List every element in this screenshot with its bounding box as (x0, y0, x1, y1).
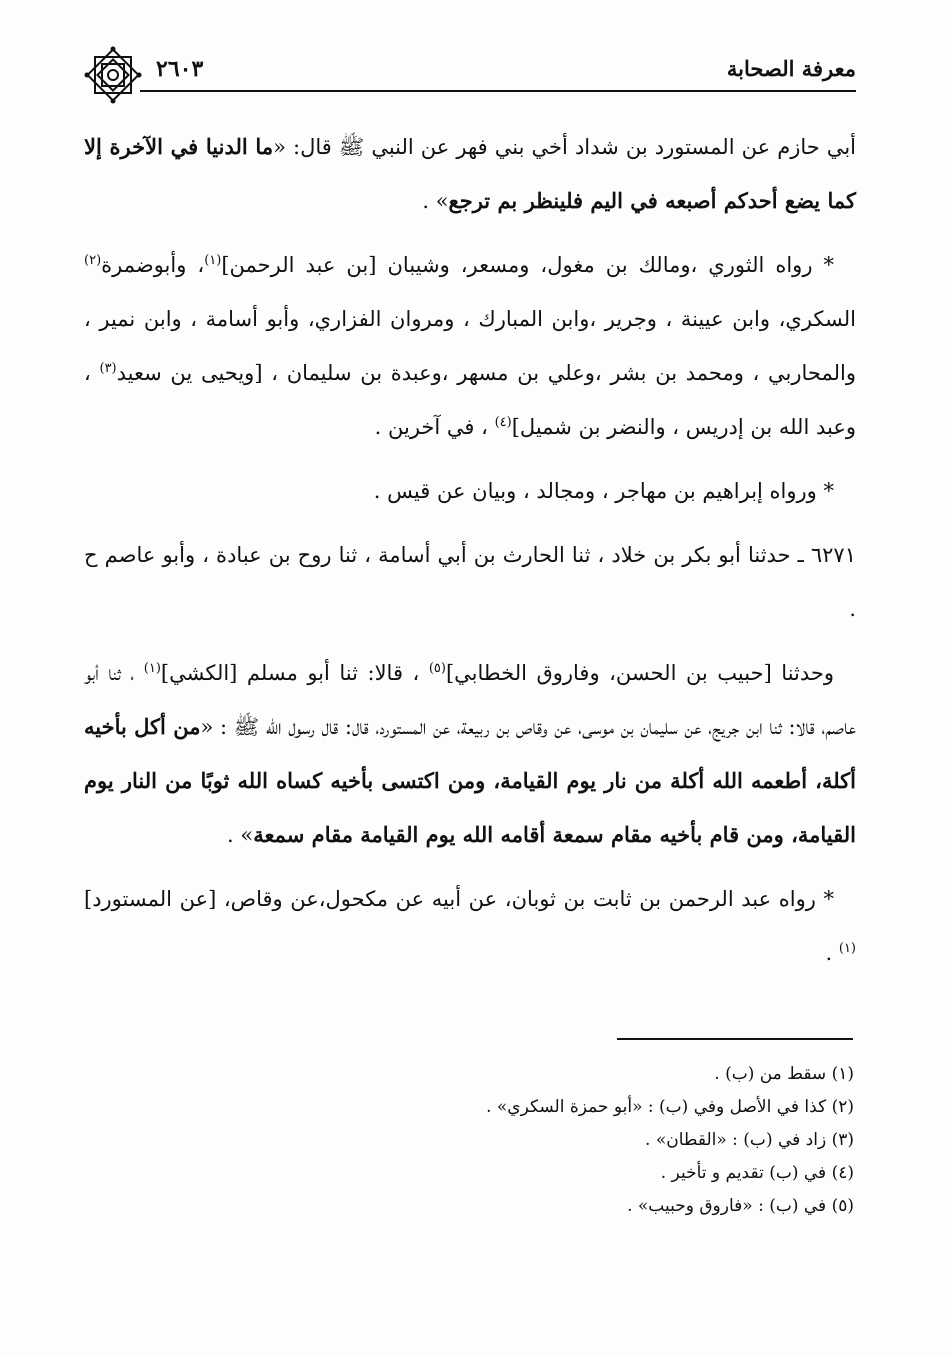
main-text (84, 120, 856, 990)
running-title: معرفة الصحابة (726, 56, 856, 81)
paragraph-hadith-1: أبي حازم عن المستورد بن شداد أخي بني فهر عن النبي ﷺ قال: «ما الدنيا في الآخرة إلا كما يضع أحدكم أصبعه في اليم فلينظر بم ترجع» . (84, 134, 856, 213)
hadith-text: من أكل بأخيه أكلة، أطعمه الله أكلة من نار يوم القيامة، ومن اكتسى بأخيه كساه الله ثوبًا من النار يوم القيامة، ومن قام بأخيه مقام سمعة أقامه الله يوم القيامة مقام سمعة (84, 714, 856, 847)
footnote: (٥) في (ب) : «فاروق وحبيب» . (627, 1196, 854, 1216)
footnote: (١) سقط من (ب) . (714, 1064, 854, 1084)
footnote: (٤) في (ب) تقديم و تأخير . (660, 1163, 854, 1183)
footnote: (٢) كذا في الأصل وفي (ب) : «أبو حمزة السكري» . (486, 1097, 854, 1117)
footnote-divider (617, 1038, 853, 1040)
paragraph-narrators: * رواه الثوري ،ومالك بن مغول، ومسعر، وشيبان [بن عبد الرحمن]$^{(١)}$، وأبوضمرة$^{(٢)}$ السكري، وابن عيينة ، وجرير ،وابن المبارك ، ومروان الفزاري، وأبو أسامة ، وابن نمير ، والمحاربي ، ومحمد بن بشر ،وعلي بن مسهر ،وعبدة بن سليمان ، [ويحيى ين سعيد$^{(٣)}$ ، وعبد الله بن إدريس ، والنضر بن شميل]$^{(٤)}$ ، في آخرين . (84, 253, 856, 439)
paragraph-other-narrators: * ورواه إبراهيم بن مهاجر ، ومجالد ، وبيان عن قيس . (373, 479, 834, 503)
paragraph-hadith-number: ٦٢٧١ ـ حدثنا أبو بكر بن خلاد ، ثنا الحارث بن أبي أسامة ، ثنا روح بن عبادة ، وأبو عاصم ح . (84, 543, 856, 621)
footnote-ref: (١) (204, 253, 222, 268)
footnote-ref: (١) (143, 661, 161, 676)
paragraph-narration-note: * رواه عبد الرحمن بن ثابت بن ثوبان، عن أبيه عن مكحول،عن وقاص، [عن المستورد]$^{(١)}$ . (84, 887, 856, 965)
footnote-ref: (٢) (84, 253, 102, 268)
footnotes (194, 1058, 854, 1223)
page-header (82, 44, 856, 104)
footnote-ref: (١) (838, 941, 856, 956)
footnote-ref: (٣) (99, 361, 117, 376)
page-number: ٢٦٠٣ (156, 56, 204, 82)
hadith-text: ما الدنيا في الآخرة إلا كما يضع أحدكم أصبعه في اليم فلينظر بم ترجع (84, 134, 856, 213)
footnote: (٣) زاد في (ب) : «القطان» . (645, 1130, 854, 1150)
paragraph-hadith-2: وحدثنا [حبيب بن الحسن، وفاروق الخطابي]$^{(٥)}$ ، قالا: ثنا أبو مسلم [الكشي]$^{(١)}$ ، ثنا أبو عاصم، قالا: ثنا ابن جريج، عن سليمان بن موسى، عن وقاص بن ربيعة، عن المستورد، قال: قال رسول الله ﷺ : «من أكل بأخيه أكلة، أطعمه الله أكلة من نار يوم القيامة، ومن اكتسى بأخيه كساه الله ثوبًا من النار يوم القيامة، ومن قام بأخيه مقام سمعة أقامه الله يوم القيامة مقام سمعة» . (84, 661, 856, 847)
footnote-ref: (٥) (428, 661, 446, 676)
footnote-ref: (٤) (494, 415, 512, 430)
header-divider (140, 90, 856, 92)
octagonal-star-ornament-icon (82, 44, 144, 106)
